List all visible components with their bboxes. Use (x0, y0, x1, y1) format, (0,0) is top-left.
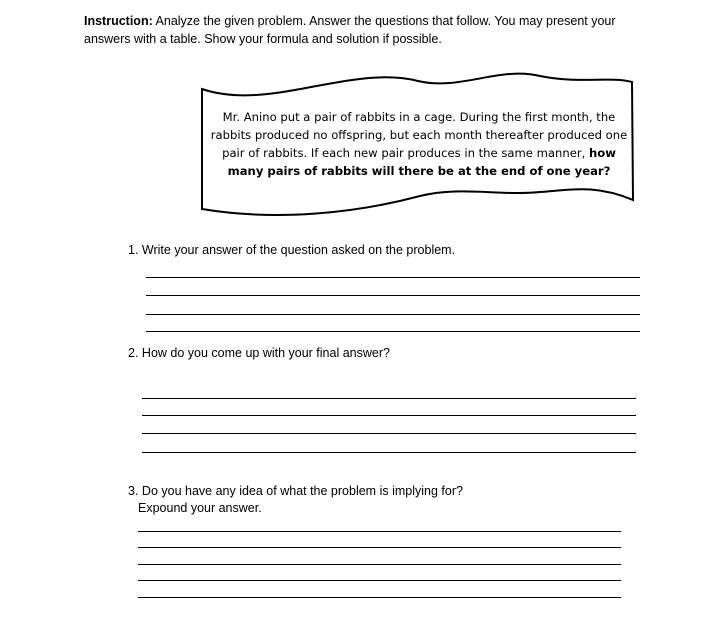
question-3-number: 3. (128, 484, 139, 498)
problem-body: Mr. Anino put a pair of rabbits in a cage. During the first month, the rabbits produced no offspring, but each month thereafter produced one pair of rabbits. If each new pair produces in the same manner, (210, 110, 628, 160)
answer-line[interactable] (146, 295, 640, 296)
question-1-text: Write your answer of the question asked on the problem. (141, 243, 456, 257)
question-1-number: 1. (128, 243, 139, 257)
answer-line[interactable] (146, 331, 640, 332)
instruction (84, 12, 649, 48)
answer-lines-3[interactable] (138, 524, 621, 604)
question-2-number: 2. (128, 346, 139, 360)
problem-text (208, 108, 630, 180)
question-3-text: Do you have any idea of what the problem is implying for? (141, 484, 463, 498)
answer-line[interactable] (138, 580, 621, 581)
question-1 (128, 242, 455, 259)
answer-line[interactable] (142, 452, 636, 453)
answer-line[interactable] (146, 314, 640, 315)
answer-line[interactable] (138, 547, 621, 548)
question-2 (128, 345, 390, 362)
problem-question: how many pairs of rabbits will there be at the end of one year? (227, 146, 616, 178)
instruction-label: Instruction: (84, 14, 153, 28)
answer-line[interactable] (138, 597, 621, 598)
answer-line[interactable] (142, 433, 636, 434)
answer-line[interactable] (138, 531, 621, 532)
question-3 (128, 483, 463, 517)
instruction-text: Analyze the given problem. Answer the questions that follow. You may present your answers with a table. Show your formula and solution if possible. (84, 14, 616, 46)
answer-line[interactable] (142, 415, 636, 416)
answer-lines-2[interactable] (142, 392, 636, 462)
answer-line[interactable] (146, 277, 640, 278)
question-2-text: How do you come up with your final answer? (141, 346, 390, 360)
answer-line[interactable] (138, 564, 621, 565)
answer-lines-1[interactable] (146, 270, 640, 340)
answer-line[interactable] (142, 398, 636, 399)
question-3-text2: Expound your answer. (138, 501, 262, 515)
